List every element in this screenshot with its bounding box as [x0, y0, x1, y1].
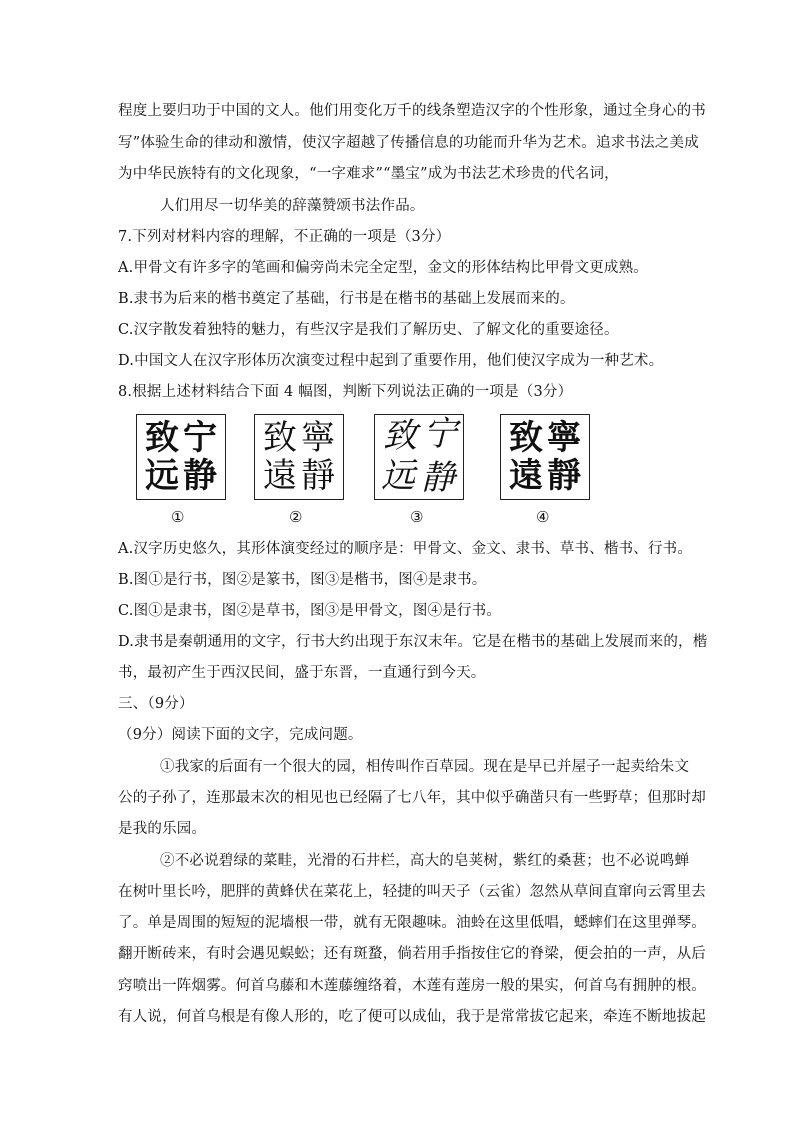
- passage-line: 为中华民族特有的文化现象，“一字难求”“墨宝”成为书法艺术珍贵的代名词，: [118, 166, 619, 182]
- question-7-option-b: B.隶书为后来的楷书奠定了基础，行书是在楷书的基础上发展而来的。: [118, 291, 575, 307]
- glyph: 靜: [301, 456, 335, 496]
- glyph: 遠: [263, 456, 297, 496]
- glyph: 寧: [547, 418, 581, 458]
- calligraphy-figures: [0, 414, 794, 529]
- reading-paragraph-2: 窍喷出一阵烟雾。何首乌藤和木莲藤缠络着，木莲有莲房一般的果实，何首乌有拥肿的根。: [118, 978, 706, 994]
- glyph: 宁: [423, 414, 457, 454]
- question-8-option-d: D.隶书是秦朝通用的文字，行书大约出现于东汉末年。它是在楷书的基础上发展而来的，楷: [118, 634, 708, 650]
- reading-paragraph-2: ②不必说碧绿的菜畦，光滑的石井栏，高大的皂荚树，紫红的桑葚；也不必说鸣蝉: [160, 853, 690, 869]
- figure-number: ②: [289, 508, 303, 526]
- question-7-option-a: A.甲骨文有许多字的笔画和偏旁尚未完全定型，金文的形体结构比甲骨文更成熟。: [118, 260, 648, 276]
- question-7-option-d: D.中国文人在汉字形体历次演变过程中起到了重要作用，他们使汉字成为一种艺术。: [118, 353, 664, 369]
- glyph: 远: [145, 456, 179, 496]
- glyph: 遠: [509, 456, 543, 496]
- glyph: 寧: [301, 418, 335, 458]
- reading-paragraph-1: ①我家的后面有一个很大的园，相传叫作百草园。现在是早已并屋子一起卖给朱文: [160, 759, 690, 775]
- calligraphy-figure-3: [374, 414, 464, 500]
- glyph: 致: [509, 418, 543, 458]
- reading-paragraph-1: 是我的乐园。: [118, 821, 207, 837]
- question-7-stem: 7.下列对材料内容的理解，不正确的一项是（3分）: [118, 229, 451, 245]
- glyph: 致: [263, 418, 297, 458]
- calligraphy-figure-4: [500, 414, 590, 500]
- passage-line: 人们用尽一切华美的辞藻赞颂书法作品。: [160, 198, 425, 214]
- figure-number: ①: [171, 508, 185, 526]
- reading-instruction: （9分）阅读下面的文字，完成问题。: [118, 727, 363, 743]
- passage-line: 写”体验生命的律动和激情，使汉字超越了传播信息的功能而升华为艺术。追求书法之美成: [118, 135, 699, 151]
- figure-number: ③: [410, 508, 424, 526]
- reading-paragraph-2: 有人说，何首乌根是有像人形的，吃了便可以成仙，我于是常常拔它起来，牵连不断地拔起: [118, 1009, 706, 1025]
- question-8-stem: 8.根据上述材料结合下面 4 幅图，判断下列说法正确的一项是（3分）: [118, 384, 573, 400]
- glyph: 靜: [547, 456, 581, 496]
- reading-paragraph-2: 了。单是周围的短短的泥墙根一带，就有无限趣味。油蛉在这里低唱，蟋蟀们在这里弹琴。: [118, 915, 706, 931]
- figure-number: ④: [536, 508, 550, 526]
- calligraphy-figure-1: [136, 414, 226, 500]
- reading-paragraph-2: 翻开断砖来，有时会遇见蜈蚣；还有斑蝥，倘若用手指按住它的脊梁，便会拍的一声，从后: [118, 946, 706, 962]
- glyph: 致: [383, 416, 417, 456]
- reading-paragraph-1: 公的子孙了，连那最末次的相见也已经隔了七八年，其中似乎确凿只有一些野草；但那时却: [118, 790, 706, 806]
- glyph: 宁: [183, 418, 217, 458]
- section-heading: 三、（9分）: [118, 696, 194, 712]
- passage-line: 程度上要归功于中国的文人。他们用变化万千的线条塑造汉字的个性形象，通过全身心的书: [118, 103, 706, 119]
- question-8-option-d: 书，最初产生于西汉民间，盛于东晋，一直通行到今天。: [118, 665, 486, 681]
- question-8-option-a: A.汉字历史悠久，其形体演变经过的顺序是：甲骨文、金文、隶书、草书、楷书、行书。: [118, 541, 693, 557]
- glyph: 静: [421, 458, 455, 498]
- question-8-option-c: C.图①是隶书，图②是草书，图③是甲骨文，图④是行书。: [118, 603, 502, 619]
- glyph: 远: [381, 456, 415, 496]
- question-8-option-b: B.图①是行书，图②是篆书，图③是楷书，图④是隶书。: [118, 572, 487, 588]
- glyph: 静: [183, 456, 217, 496]
- reading-paragraph-2: 在树叶里长吟，肥胖的黄蜂伏在菜花上，轻捷的叫天子（云雀）忽然从草间直窜向云霄里去: [118, 884, 706, 900]
- question-7-option-c: C.汉字散发着独特的魅力，有些汉字是我们了解历史、了解文化的重要途径。: [118, 322, 619, 338]
- calligraphy-figure-2: [254, 414, 344, 500]
- glyph: 致: [145, 418, 179, 458]
